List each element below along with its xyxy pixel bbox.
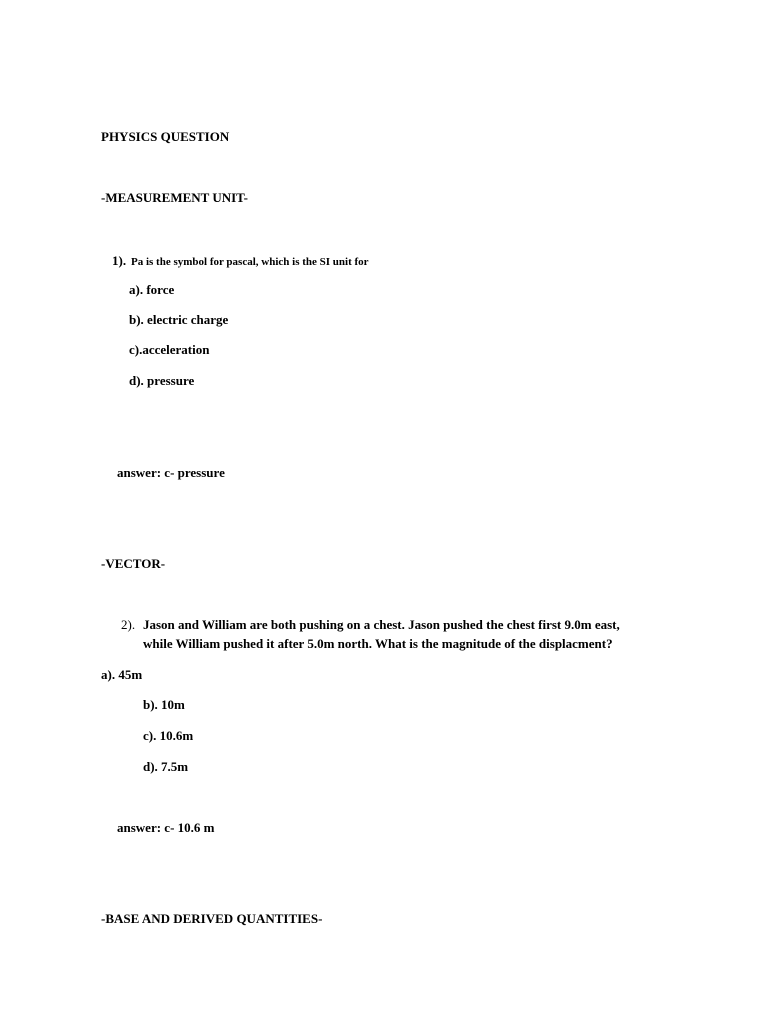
question-1-option-d: d). pressure [129, 373, 195, 388]
question-1-option-a: a). force [129, 282, 175, 297]
question-1-number: 1). [112, 253, 127, 268]
section-heading-vector: -VECTOR- [101, 556, 166, 571]
question-2-option-a: a). 45m [101, 667, 143, 682]
document-title: PHYSICS QUESTION [101, 129, 230, 144]
section-heading-base-and-derived-quantities: -BASE AND DERIVED QUANTITIES- [101, 911, 323, 926]
question-2-text-line-2: while William pushed it after 5.0m north. What is the magnitude of the displacment? [143, 636, 613, 651]
question-2-answer: answer: c- 10.6 m [117, 820, 215, 835]
question-1-option-c: c).acceleration [129, 342, 210, 357]
question-2-number: 2). [121, 617, 136, 632]
question-2-option-c: c). 10.6m [143, 728, 194, 743]
question-2-option-d: d). 7.5m [143, 759, 189, 774]
question-2-text-line-1: Jason and William are both pushing on a chest. Jason pushed the chest first 9.0m east, [143, 617, 620, 632]
section-heading-measurement-unit: -MEASUREMENT UNIT- [101, 190, 248, 205]
question-1-option-b: b). electric charge [129, 312, 229, 327]
question-1-text: Pa is the symbol for pascal, which is the SI unit for [131, 256, 369, 268]
question-1-answer: answer: c- pressure [117, 465, 225, 480]
question-2-option-b: b). 10m [143, 697, 185, 712]
